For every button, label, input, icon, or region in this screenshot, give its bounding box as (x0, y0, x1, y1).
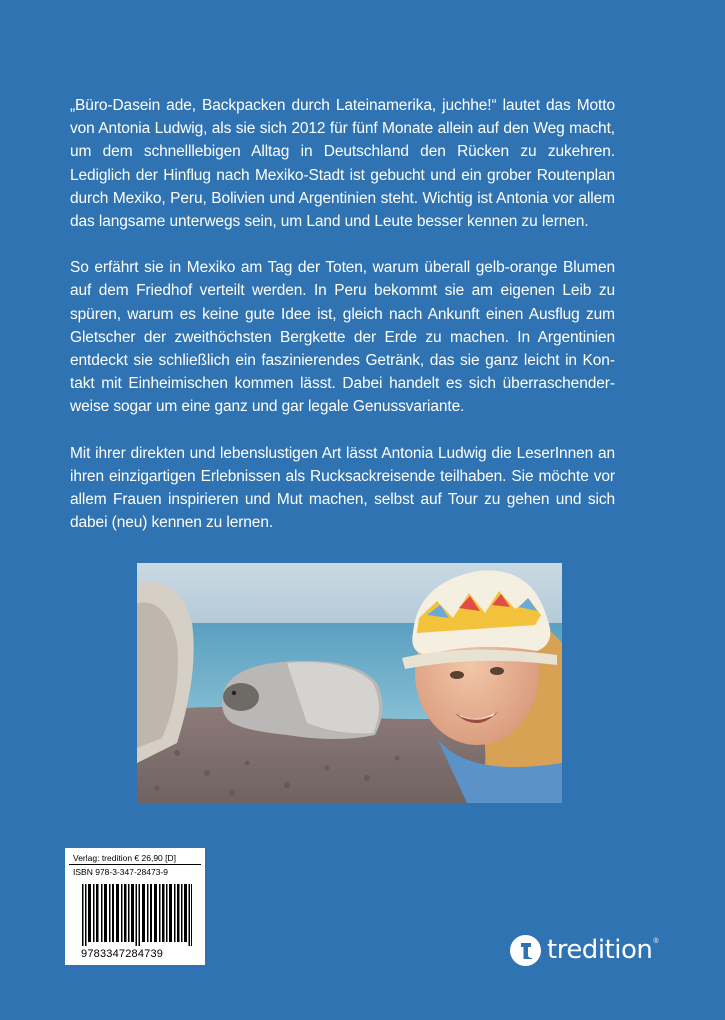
tredition-logo-icon (510, 935, 541, 966)
blurb-paragraph-2: So erfährt sie in Mexiko am Tag der Toten, warum überall gelb-orange Blumen auf dem Friedhof verteilt werden. In Peru bekommt sie am eigenen Leib zu spüren, warum es keine gute Idee ist, gleich nach Ankunft einen Ausflug zum Gletscher der zweithöchsten Bergkette der Erde zu machen. In Argentinien entdeckt sie schließlich ein faszinierendes Getränk, das sie ganz leicht in Kontakt mit Einheimischen kommen lässt. Dabei handelt es sich überraschenderweise sogar um eine ganz und gar legale Genussvariante. (70, 259, 615, 416)
back-cover-blurb (70, 94, 615, 557)
tredition-logo (510, 932, 659, 968)
blurb-paragraph-3: Mit ihrer direkten und lebenslustigen Art lässt Antonia Ludwig die LeserInnen an ihren einzigartigen Erlebnissen als Rucksackreisende teilhaben. Sie möchte vor allem Frauen inspirieren und Mut machen, selbst auf Tour zu gehen und sich dabei (neu) kennen zu lernen. (70, 444, 615, 532)
author-photo (137, 563, 562, 803)
isbn-line: ISBN 978-3-347-28473-9 (73, 867, 168, 877)
publisher-price-line: Verlag: tredition € 26,90 [D] (73, 853, 177, 863)
isbn-barcode-box (65, 848, 205, 965)
tredition-logo-text: tredition (547, 935, 653, 965)
barcode-divider (69, 864, 201, 865)
blurb-paragraph-1: „Büro-Dasein ade, Backpacken durch Lateinamerika, juchhe!“ lautet das Motto von Antonia Ludwig, als sie sich 2012 für fünf Monate allein auf den Weg macht, um dem schnelllebigen Alltag in Deutschland den Rücken zu zukehren. Lediglich der Hinflug nach Mexiko-Stadt ist gebucht und ein grober Routenplan durch Mexiko, Peru, Bolivien und Argentinien steht. Wichtig ist Antonia vor allem das langsame unterwegs sein, um Land und Leute besser kennen zu lernen. (70, 97, 615, 231)
barcode-bars (82, 884, 192, 946)
barcode-digits: 9783347284739 (81, 948, 164, 960)
registered-mark: ® (653, 938, 659, 945)
